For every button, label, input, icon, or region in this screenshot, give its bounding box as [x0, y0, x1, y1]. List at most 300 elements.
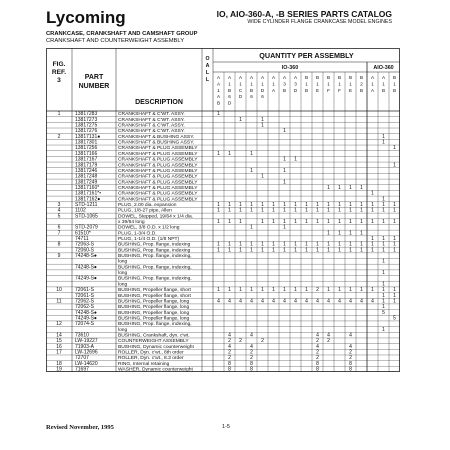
quantity-cell: 1 — [371, 236, 374, 243]
row-part-number: 13817161*• — [75, 190, 101, 197]
quantity-cell: 1 — [239, 116, 242, 123]
model-column-header: B — [392, 87, 397, 93]
quantity-cell: 4 — [228, 298, 231, 305]
column-header-all: O — [205, 56, 210, 62]
row-fig-ref: 9 — [57, 253, 61, 260]
quantity-cell: 4 — [349, 332, 352, 339]
model-column-header: 1 — [338, 81, 341, 87]
model-column-header: E — [315, 87, 320, 93]
quantity-cell: 4 — [360, 298, 363, 305]
row-description: ROLLER, Dyn. c'wt., 8th order — [118, 350, 184, 356]
model-column-header: 1 — [272, 81, 275, 87]
model-column-header: 1 — [371, 81, 374, 87]
quantity-cell: 4 — [327, 298, 330, 305]
quantity-cell: 1 — [360, 241, 363, 248]
row-part-number: 72062-S — [75, 304, 94, 311]
quantity-cell: 1 — [360, 219, 363, 226]
quantity-cell: 1 — [217, 247, 220, 254]
quantity-cell: 1 — [283, 247, 286, 254]
row-description: DOWEL, Stepped, 19/64 x 1/4 dia. — [118, 214, 194, 220]
quantity-cell: 1 — [294, 156, 297, 163]
quantity-cell: 4 — [250, 332, 253, 339]
quantity-cell: 4 — [338, 298, 341, 305]
quantity-cell: 1 — [261, 173, 264, 180]
model-column-header: 1 — [217, 87, 220, 93]
quantity-cell: 1 — [382, 247, 385, 254]
quantity-cell: 1 — [305, 241, 308, 248]
quantity-cell: 1 — [316, 201, 319, 208]
page-number: 1-5 — [222, 424, 230, 430]
row-part-number: 13817166 — [75, 150, 98, 157]
quantity-cell: 1 — [349, 241, 352, 248]
row-fig-ref: 17 — [56, 349, 62, 356]
row-description: COUNTERWEIGHT ASSEMBLY — [118, 339, 189, 345]
quantity-cell: 1 — [393, 241, 396, 248]
section-title: CRANKCASE, CRANKSHAFT AND CAMSHAFT GROUP — [46, 31, 198, 37]
model-column-header: D — [238, 94, 243, 100]
quantity-cell: 1 — [239, 201, 242, 208]
quantity-cell: 1 — [305, 201, 308, 208]
row-description: CRANKSHAFT & C'WT. ASSY. — [118, 129, 185, 135]
quantity-cell: 1 — [349, 184, 352, 191]
row-part-number: 13817256 — [75, 145, 98, 152]
quantity-cell: 1 — [393, 236, 396, 243]
row-part-number: 72063-S — [75, 241, 94, 248]
quantity-cell: 1 — [250, 201, 253, 208]
quantity-cell: 2 — [239, 338, 242, 345]
quantity-cell: 1 — [382, 287, 385, 294]
quantity-cell: 4 — [272, 298, 275, 305]
quantity-cell: 1 — [294, 207, 297, 214]
quantity-cell: 1 — [305, 287, 308, 294]
row-part-number: 72707 — [75, 355, 89, 362]
quantity-cell: 1 — [261, 116, 264, 123]
model-column-header: 1 — [316, 81, 319, 87]
quantity-cell: 2 — [316, 349, 319, 356]
quantity-cell: 1 — [272, 201, 275, 208]
model-column-header: B — [227, 87, 232, 93]
quantity-cell: 1 — [371, 241, 374, 248]
quantity-cell: 1 — [327, 287, 330, 294]
quantity-cell: 8 — [250, 360, 253, 367]
row-fig-ref: 10 — [56, 287, 62, 294]
quantity-cell: 4 — [217, 298, 220, 305]
quantity-cell: 1 — [272, 247, 275, 254]
quantity-header: QUANTITY PER ASSEMBLY — [259, 51, 354, 60]
row-part-number: 72062-S — [75, 298, 94, 305]
quantity-cell: 4 — [250, 298, 253, 305]
quantity-cell: 1 — [283, 156, 286, 163]
row-fig-ref: 5 — [57, 213, 61, 220]
quantity-cell: 1 — [338, 230, 341, 237]
model-column-header: C — [238, 87, 243, 93]
quantity-cell: 1 — [393, 219, 396, 226]
row-description: CRANKSHAFT & PLUG ASSEMBLY — [118, 185, 198, 191]
quantity-cell: 5 — [393, 315, 396, 322]
column-header-fig-ref: 3 — [57, 77, 61, 84]
model-column-header: 3 — [294, 81, 297, 87]
quantity-cell: 1 — [349, 287, 352, 294]
model-column-header: B — [392, 75, 397, 80]
quantity-cell: 1 — [228, 241, 231, 248]
row-description: BUSHING, Propeller flange, long — [118, 316, 190, 322]
model-column-header: B — [326, 75, 331, 80]
model-column-header: B — [337, 75, 342, 80]
row-part-number: 72074-S — [75, 321, 94, 328]
column-header-fig-ref: REF. — [51, 69, 67, 76]
quantity-cell: 1 — [327, 207, 330, 214]
column-header-all: L — [205, 77, 210, 83]
row-description: CRANKSHAFT & PLUG ASSEMBLY — [118, 197, 198, 203]
quantity-cell: 2 — [316, 355, 319, 362]
quantity-cell: 4 — [316, 343, 319, 350]
model-column-header: 1 — [349, 81, 352, 87]
quantity-cell: 8 — [349, 366, 352, 372]
row-description: BUSHING, Prop. flange, indexing — [118, 242, 191, 248]
quantity-cell: 8 — [228, 366, 231, 372]
row-part-number: 13817248 — [75, 173, 98, 180]
quantity-cell: 1 — [283, 179, 286, 186]
row-description: PLUG, 2.00 dia. expansion — [118, 202, 177, 208]
row-part-number: 13817167 — [75, 156, 98, 163]
row-fig-ref: 15 — [56, 338, 62, 345]
quantity-cell: 2 — [349, 355, 352, 362]
row-description: long — [118, 327, 128, 333]
quantity-cell: 1 — [382, 304, 385, 311]
quantity-cell: 1 — [294, 219, 297, 226]
quantity-cell: 1 — [393, 145, 396, 152]
quantity-cell: 1 — [294, 241, 297, 248]
row-description: DOWEL, 3/8 O.D. x 1/2 long — [118, 225, 180, 231]
quantity-cell: 1 — [239, 207, 242, 214]
row-description: CRANKSHAFT & PLUG ASSEMBLY — [118, 163, 198, 169]
quantity-cell: 1 — [261, 207, 264, 214]
quantity-cell: 1 — [294, 247, 297, 254]
quantity-cell: 1 — [283, 201, 286, 208]
catalog-title: IO, AIO-360-A, -B SERIES PARTS CATALOG — [216, 9, 392, 19]
quantity-cell: 1 — [360, 230, 363, 237]
quantity-cell: 1 — [382, 207, 385, 214]
model-column-header: A — [271, 75, 276, 80]
row-description: BUSHING, Crankshaft, dyn. c'wt. — [118, 333, 190, 339]
row-description: BUSHING, Propeller flange, short — [118, 293, 191, 299]
group-header-io360: IO-360 — [281, 65, 299, 71]
quantity-cell: 1 — [250, 224, 253, 231]
model-column-header: A — [260, 75, 265, 80]
quantity-cell: 2 — [250, 355, 253, 362]
quantity-cell: 1 — [393, 292, 396, 299]
quantity-cell: 1 — [382, 258, 385, 265]
quantity-cell: 1 — [338, 207, 341, 214]
quantity-cell: 1 — [382, 133, 385, 140]
row-description: BUSHING, Dynamic counterweight — [118, 344, 194, 350]
quantity-cell: 1 — [371, 219, 374, 226]
row-fig-ref: 8 — [57, 241, 61, 248]
model-column-header: B — [359, 87, 364, 93]
quantity-cell: 1 — [261, 122, 264, 129]
quantity-cell: 1 — [228, 287, 231, 294]
quantity-cell: 4 — [349, 343, 352, 350]
quantity-cell: 1 — [382, 219, 385, 226]
revision-date: Revised November, 1995 — [46, 424, 114, 431]
quantity-cell: 1 — [261, 247, 264, 254]
row-part-number: 72061-S — [75, 287, 94, 294]
quantity-cell: 1 — [349, 247, 352, 254]
quantity-cell: 1 — [250, 150, 253, 157]
row-fig-ref: 1 — [57, 111, 61, 118]
row-part-number: STD-2079 — [75, 224, 98, 231]
quantity-cell: 1 — [217, 287, 220, 294]
model-column-header: A — [238, 75, 243, 80]
quantity-cell: 1 — [239, 241, 242, 248]
quantity-cell: 1 — [371, 201, 374, 208]
row-part-number: 74248-S● — [75, 253, 97, 260]
row-fig-ref: 19 — [56, 366, 62, 372]
row-description: x 39/64 long — [118, 220, 145, 226]
quantity-cell: 4 — [239, 298, 242, 305]
row-description: BUSHING, Prop. flange, indexing, — [118, 265, 192, 271]
quantity-cell: 1 — [272, 219, 275, 226]
row-part-number: 13817276 — [75, 128, 98, 135]
table-border — [47, 49, 400, 372]
quantity-cell: 1 — [327, 184, 330, 191]
section-subtitle: CRANKSHAFT AND COUNTERWEIGHT ASSEMBLY — [46, 38, 185, 44]
model-column-header: 6 — [228, 94, 231, 100]
model-column-header: B — [249, 87, 254, 93]
row-fig-ref: 12 — [56, 321, 62, 328]
quantity-cell: 1 — [228, 219, 231, 226]
row-part-number: 13817179 — [75, 162, 98, 169]
quantity-cell: 8 — [349, 360, 352, 367]
quantity-cell: 2 — [316, 287, 319, 294]
quantity-cell: 1 — [272, 287, 275, 294]
quantity-cell: 1 — [305, 207, 308, 214]
column-header-all: A — [205, 63, 210, 69]
row-description: BUSHING, Prop. flange, indexing, — [118, 276, 192, 282]
quantity-cell: 1 — [382, 139, 385, 146]
row-description: CRANKSHAFT & PLUG ASSEMBLY — [118, 146, 198, 152]
quantity-cell: 1 — [338, 287, 341, 294]
quantity-cell: 1 — [239, 287, 242, 294]
row-part-number: 13817273 — [75, 116, 98, 123]
quantity-cell: 4 — [250, 343, 253, 350]
row-part-number: 13817131● — [75, 133, 101, 140]
row-description: BUSHING, Propeller flange, long — [118, 305, 190, 311]
group-header-aio360: AIO-360 — [373, 65, 394, 71]
quantity-cell: 1 — [305, 219, 308, 226]
row-description: BUSHING, Propeller flange, long — [118, 310, 190, 316]
quantity-cell: 1 — [239, 247, 242, 254]
quantity-cell: 1 — [250, 167, 253, 174]
quantity-cell: 1 — [217, 219, 220, 226]
row-part-number: 13817301 — [75, 139, 98, 146]
row-part-number: 72060-S — [75, 247, 94, 254]
quantity-cell: 1 — [382, 292, 385, 299]
quantity-cell: 1 — [360, 184, 363, 191]
row-part-number: 74248-S● — [75, 309, 97, 316]
column-header-all: L — [205, 70, 210, 76]
quantity-cell: 1 — [272, 207, 275, 214]
row-fig-ref: 11 — [56, 298, 62, 305]
row-fig-ref: 2 — [57, 133, 61, 140]
quantity-cell: 4 — [349, 298, 352, 305]
row-description: BUSHING, Propeller flange, short — [118, 288, 191, 294]
row-description: CRANKSHAFT & C'WT. ASSY. — [118, 112, 185, 118]
quantity-cell: 1 — [360, 207, 363, 214]
quantity-cell: 1 — [327, 247, 330, 254]
quantity-cell: 1 — [382, 236, 385, 243]
row-part-number: 71697 — [75, 366, 89, 372]
row-description: PLUG, 1-1/4 O.D. (1/8 NPT) — [118, 237, 180, 243]
quantity-cell: 1 — [371, 247, 374, 254]
model-column-header: 1 — [239, 81, 242, 87]
quantity-cell: 4 — [316, 332, 319, 339]
row-description: PLUG, 1/8-27 pipe, Allen — [118, 208, 172, 214]
quantity-cell: 1 — [283, 167, 286, 174]
model-column-header: D — [293, 87, 298, 93]
row-description: long — [118, 271, 128, 277]
row-fig-ref: 4 — [57, 207, 61, 214]
row-part-number: 71903-A — [75, 343, 94, 350]
model-column-header: 6 — [261, 94, 264, 100]
row-description: long — [118, 259, 128, 265]
quantity-cell: 1 — [349, 201, 352, 208]
row-part-number: LW-12696 — [75, 349, 98, 356]
row-part-number: 13817249 — [75, 179, 98, 186]
quantity-cell: 1 — [283, 287, 286, 294]
quantity-cell: 1 — [316, 241, 319, 248]
row-part-number: 13817275 — [75, 122, 98, 129]
quantity-cell: 1 — [371, 190, 374, 197]
row-description: BUSHING, Prop. flange, indexing, — [118, 322, 192, 328]
quantity-cell: 1 — [272, 241, 275, 248]
quantity-cell: 8 — [316, 360, 319, 367]
quantity-cell: 1 — [250, 287, 253, 294]
row-description: CRANKSHAFT & BUSHING ASSY. — [118, 140, 195, 146]
row-part-number: 74249-S● — [75, 275, 97, 282]
row-description: BUSHING, Prop. flange, indexing — [118, 248, 191, 254]
column-header-part-number: PART — [84, 74, 104, 81]
row-description: CRANKSHAFT & C'WT. ASSY. — [118, 117, 185, 123]
quantity-cell: 8 — [250, 366, 253, 372]
row-description: WASHER, Dynamic counterweight — [118, 367, 193, 372]
quantity-cell: 1 — [283, 128, 286, 135]
quantity-cell: 1 — [283, 219, 286, 226]
model-column-header: 1 — [393, 81, 396, 87]
quantity-cell: 2 — [327, 338, 330, 345]
quantity-cell: 1 — [338, 219, 341, 226]
quantity-cell: 4 — [228, 343, 231, 350]
model-column-header: 1 — [250, 81, 253, 87]
quantity-cell: 1 — [393, 298, 396, 305]
quantity-cell: 1 — [217, 241, 220, 248]
row-part-number: 74711 — [75, 236, 89, 243]
row-fig-ref: 14 — [56, 332, 62, 339]
quantity-cell: 1 — [305, 247, 308, 254]
model-column-header: 3 — [283, 81, 286, 87]
row-part-number: 73610 — [75, 332, 89, 339]
row-fig-ref: 18 — [56, 360, 62, 367]
quantity-cell: 2 — [228, 349, 231, 356]
row-part-number: 74249-S● — [75, 315, 97, 322]
row-description: CRANKSHAFT & BUSHING ASSY. — [118, 134, 195, 140]
quantity-cell: 1 — [382, 241, 385, 248]
quantity-cell: 1 — [228, 247, 231, 254]
quantity-cell: 1 — [360, 247, 363, 254]
quantity-cell: 1 — [349, 219, 352, 226]
model-column-header: B — [304, 87, 309, 93]
model-column-header: A — [271, 87, 276, 93]
quantity-cell: 1 — [349, 230, 352, 237]
quantity-cell: 1 — [294, 201, 297, 208]
row-description: CRANKSHAFT & PLUG ASSEMBLY — [118, 174, 198, 180]
quantity-cell: 1 — [382, 196, 385, 203]
model-column-header: B — [282, 87, 287, 93]
quantity-cell: 5 — [382, 309, 385, 316]
row-description: CRANKSHAFT & PLUG ASSEMBLY — [118, 191, 198, 197]
quantity-cell: 1 — [283, 207, 286, 214]
model-column-header: 1 — [228, 81, 231, 87]
row-part-number: 13817246 — [75, 167, 98, 174]
row-description: RING, Internal retaining — [118, 361, 170, 367]
quantity-cell: 1 — [338, 241, 341, 248]
quantity-cell: 4 — [283, 298, 286, 305]
quantity-cell: 8 — [228, 360, 231, 367]
row-part-number: 1102 — [75, 207, 86, 214]
model-column-header: D — [227, 100, 232, 106]
quantity-cell: 2 — [261, 338, 264, 345]
quantity-cell: 1 — [382, 270, 385, 277]
model-column-header: B — [348, 75, 353, 80]
quantity-cell: 4 — [305, 298, 308, 305]
quantity-cell: 1 — [228, 150, 231, 157]
quantity-cell: 1 — [250, 247, 253, 254]
column-header-fig-ref: FIG. — [52, 61, 66, 68]
model-column-header: A — [370, 87, 375, 93]
quantity-cell: 1 — [360, 201, 363, 208]
quantity-cell: 1 — [261, 219, 264, 226]
row-description: ROLLER, Dyn. c'wt., 8.3 order — [118, 356, 184, 362]
model-column-header: A — [216, 94, 221, 100]
model-column-header: B — [381, 87, 386, 93]
quantity-cell: 1 — [382, 201, 385, 208]
quantity-cell: 1 — [382, 298, 385, 305]
quantity-cell: 4 — [228, 332, 231, 339]
model-column-header: A — [293, 75, 298, 80]
model-column-header: A — [381, 75, 386, 80]
quantity-cell: 2 — [349, 349, 352, 356]
quantity-cell: 1 — [217, 201, 220, 208]
quantity-cell: 1 — [327, 201, 330, 208]
row-description: BUSHING, Propeller flange, long — [118, 299, 190, 305]
row-part-number: STD-1211 — [75, 201, 98, 208]
row-part-number: 74248-S● — [75, 264, 97, 271]
row-part-number: 13817283 — [75, 111, 98, 118]
model-column-header: A — [282, 75, 287, 80]
quantity-cell: 1 — [338, 184, 341, 191]
model-column-header: 1 — [261, 81, 264, 87]
model-column-header: 1 — [327, 81, 330, 87]
quantity-cell: 2 — [228, 355, 231, 362]
quantity-cell: 1 — [316, 207, 319, 214]
quantity-cell: 1 — [217, 111, 220, 118]
quantity-cell: 2 — [228, 338, 231, 345]
model-column-header: 2 — [360, 81, 363, 87]
model-column-header: D — [260, 87, 265, 93]
row-description: PLUG, 1-3/4 O.D. — [118, 231, 157, 237]
quantity-cell: 1 — [250, 207, 253, 214]
quantity-cell: 1 — [371, 207, 374, 214]
